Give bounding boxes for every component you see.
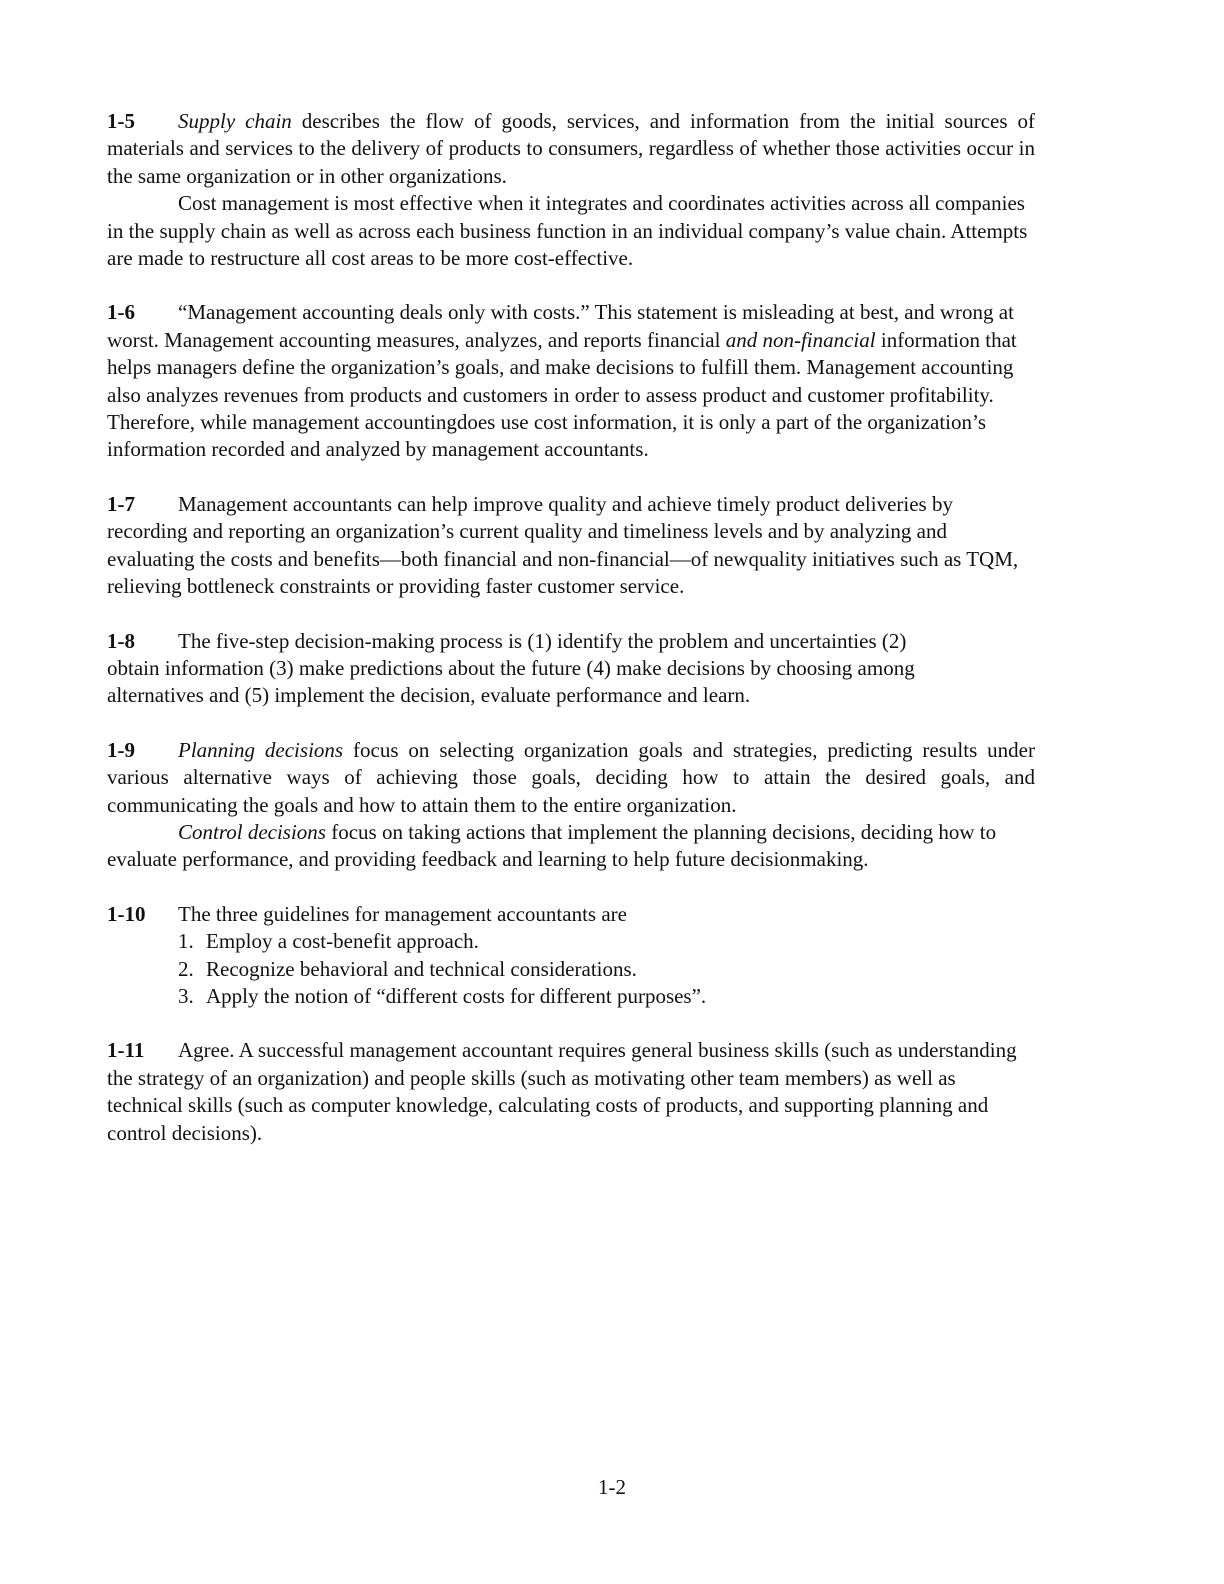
entry-1-11 xyxy=(107,1037,1035,1147)
entry-number: 1-9 xyxy=(107,737,135,762)
entry-number: 1-7 xyxy=(107,491,135,516)
paragraph xyxy=(107,299,1035,463)
paragraph xyxy=(107,819,1035,874)
paragraph-text: The three guidelines for management accountants are xyxy=(178,901,627,926)
paragraph xyxy=(107,1037,1035,1147)
entry-1-9 xyxy=(107,737,1035,874)
paragraph-line: The five-step decision-making process is (1) identify the problem and uncertainties (2) xyxy=(178,628,907,653)
list-item xyxy=(178,928,1035,955)
term-italic: and non-financial xyxy=(725,327,876,352)
paragraph xyxy=(107,491,1035,601)
term-italic: Control decisions xyxy=(178,819,326,844)
list-item-number: 3. xyxy=(178,983,194,1008)
guidelines-list xyxy=(107,928,1035,1010)
list-item xyxy=(178,983,1035,1010)
list-item xyxy=(178,956,1035,983)
paragraph xyxy=(107,737,1035,819)
entry-number: 1-5 xyxy=(107,109,135,133)
list-item-text: Recognize behavioral and technical considerations. xyxy=(206,956,637,981)
paragraph-text: describes the flow of goods, services, and information from the initial sources of materials and services to the delivery of products to consumers, regardless of whether those activities occur in the same organization or in other organizations. xyxy=(107,109,1035,188)
paragraph: Cost management is most effective when it integrates and coordinates activities across all companies in the supply chain as well as across each business function in an individual company’s value chain. Attempts are made to restructure all cost areas to be more cost-effective. xyxy=(107,191,1028,271)
entry-1-6 xyxy=(107,299,1035,463)
paragraph-text: information that helps managers define the organization’s goals, and make decisions to fulfill them. Management accounting also analyzes revenues from products and customers in order to assess product and customer profitability. Therefore, while management accountingdoes use cost information, it is only a part of the organization’s information recorded and analyzed by management accountants. xyxy=(107,327,1017,462)
entry-1-8 xyxy=(107,628,1035,710)
paragraph-line: obtain information (3) make predictions about the future (4) make decisions by choosing among xyxy=(107,655,915,680)
list-item-text: Employ a cost-benefit approach. xyxy=(206,929,479,954)
entry-1-7 xyxy=(107,491,1035,601)
entry-number: 1-10 xyxy=(107,901,146,926)
entry-number: 1-6 xyxy=(107,300,135,325)
entry-1-10 xyxy=(107,901,1035,1011)
paragraph-text: focus on taking actions that implement the planning decisions, deciding how to evaluate performance, and providing feedback and learning to help future decisionmaking. xyxy=(107,819,997,872)
paragraph xyxy=(107,108,1035,190)
paragraph xyxy=(107,901,1035,928)
paragraph-text: focus on selecting organization goals and strategies, predicting results under various alternative ways of achieving those goals, deciding how to attain the desired goals, and communicating the goals and how to attain them to the entire organization. xyxy=(107,737,1035,817)
document-page xyxy=(107,108,1035,1174)
entry-number: 1-11 xyxy=(107,1038,145,1063)
paragraph-line: alternatives and (5) implement the decision, evaluate performance and learn. xyxy=(107,683,751,708)
term-italic: Supply chain xyxy=(178,109,292,133)
term-italic: Planning decisions xyxy=(178,737,344,762)
paragraph-text: Management accountants can help improve quality and achieve timely product deliveries by recording and reporting an organization’s current quality and timeliness levels and by analyzing and evaluating the costs and benefits—both financial and non-financial—of newquality initiatives such as TQM, relieving bottleneck constraints or providing faster customer service. xyxy=(107,491,1019,599)
list-item-number: 1. xyxy=(178,929,194,954)
paragraph-text: “Management accounting deals only with costs.” This statement is misleading at best, and wrong at worst. Management accounting measures, analyzes, and reports financial xyxy=(107,300,1014,352)
list-item-number: 2. xyxy=(178,956,194,981)
page-number: 1-2 xyxy=(598,1475,626,1499)
entry-1-5 xyxy=(107,108,1035,272)
paragraph-text: Agree. A successful management accountant requires general business skills (such as understanding the strategy of an organization) and people skills (such as motivating other team members) as well as technical skills (such as computer knowledge, calculating costs of products, and supporting planning and control decisions). xyxy=(107,1038,1017,1145)
paragraph xyxy=(107,628,1035,710)
entry-number: 1-8 xyxy=(107,628,135,653)
list-item-text: Apply the notion of “different costs for different purposes”. xyxy=(206,983,707,1008)
